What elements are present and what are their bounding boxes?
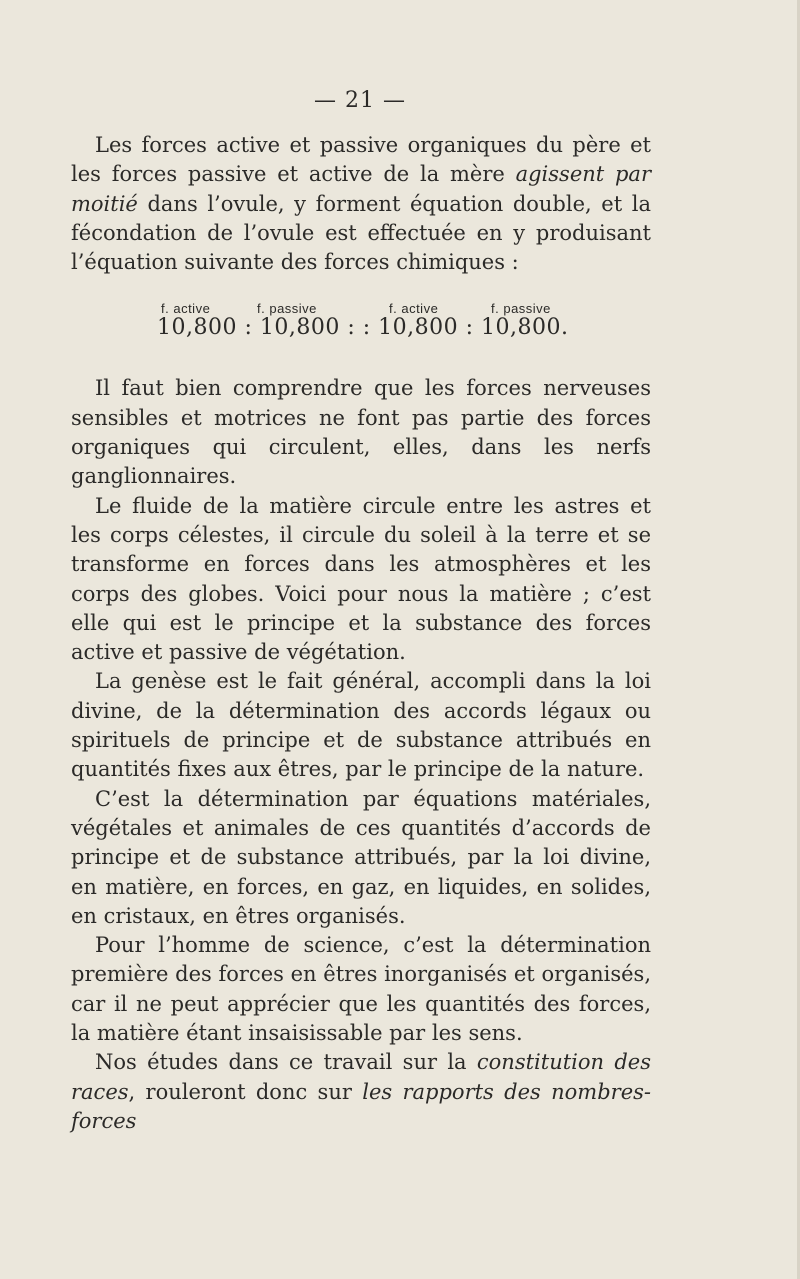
paragraph-text: Pour l’homme de science, c’est la détermination première des forces en êtres inorganisés et organisés, car il ne peut apprécier que les quantités des forces, la matière étant insaisissable par les sens. [71, 933, 651, 1046]
paragraph [71, 374, 651, 491]
equation-label: f. passive [491, 301, 551, 317]
body-text [71, 131, 651, 1136]
paragraph-text: Les forces active et passive organiques du père et les forces passive et active de la mère [71, 133, 651, 187]
equation-label: f. active [389, 301, 439, 317]
paragraph [71, 785, 651, 931]
paragraph-text: Le fluide de la matière circule entre les astres et les corps célestes, il circule du soleil à la terre et se transforme en forces dans les atmosphères et les corps des globes. Voici pour nous la matière ; c’est elle qui est le principe et la substance des forces active et passive de végétation. [71, 493, 651, 665]
paragraph-italic-text: agissent par moitié [71, 162, 651, 216]
equation-values: 10,800 : 10,800 : : 10,800 : 10,800. [157, 315, 569, 341]
equation-label: f. active [161, 301, 211, 317]
paragraph [71, 931, 651, 1048]
paragraph-italic-text: constitution des races [71, 1050, 652, 1104]
paragraph-italic-text: les rapports des nombres-forces [71, 1079, 651, 1133]
paragraph-text: Il faut bien comprendre que les forces nerveuses sensibles et motrices ne font pas partie des forces organiques qui circulent, elles, dans les nerfs ganglionnaires. [71, 376, 651, 489]
paragraph [71, 1048, 651, 1136]
paragraph-text: , rouleront donc sur [128, 1079, 363, 1104]
paragraph [71, 667, 651, 784]
chemical-equation [71, 294, 651, 364]
paragraph [71, 492, 651, 668]
paragraph [71, 131, 651, 277]
paragraph-text: dans l’ovule, y forment équation double, et la fécondation de l’ovule est effectuée en y produisant l’équation suivante des forces chimiques : [71, 191, 651, 275]
paragraph-text: Nos études dans ce travail sur la [95, 1050, 477, 1075]
paragraph-text: C’est la détermination par équations matériales, végétales et animales de ces quantités d’accords de principe et de substance attribués, par la loi divine, en matière, en forces, en gaz, en liquides, en solides, en cristaux, en êtres organisés. [71, 786, 651, 928]
page-number: — 21 — [314, 88, 406, 113]
paragraph-text: La genèse est le fait général, accompli dans la loi divine, de la détermination des accords légaux ou spirituels de principe et de substance attribués en quantités fixes aux êtres, par le principe de la nature. [71, 669, 651, 782]
equation-label: f. passive [257, 301, 317, 317]
